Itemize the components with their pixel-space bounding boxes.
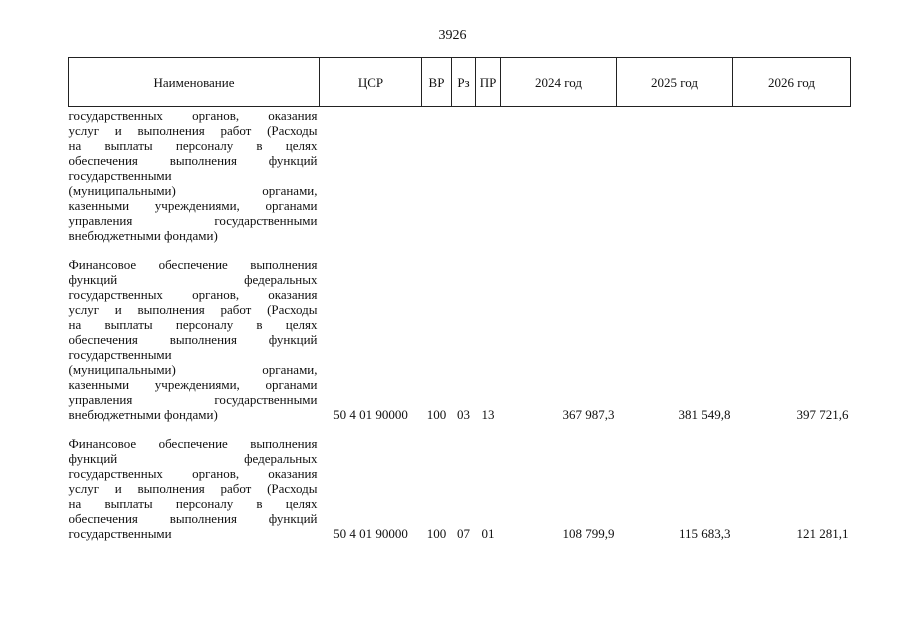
row-name-line: внебюджетными фондами) — [68, 407, 218, 422]
row-name-line: на выплаты персоналу в целях — [68, 138, 318, 153]
row-2026: 121 281,1 — [796, 526, 849, 541]
row-vr — [422, 107, 452, 244]
table-header-row — [69, 58, 851, 107]
row-name-line: услуг и выполнения работ (Расходы — [68, 302, 318, 317]
row-spacer-cell — [69, 422, 851, 436]
row-2025: 381 549,8 — [678, 407, 731, 422]
row-name-line: на выплаты персоналу в целях — [68, 496, 318, 511]
table-row — [69, 257, 851, 422]
row-name-line: обеспечения выполнения функций — [68, 332, 318, 347]
row-name-line: государственных органов, оказания — [68, 287, 318, 302]
row-vr: 100 — [426, 407, 447, 422]
row-spacer-cell — [69, 243, 851, 257]
row-name-line: казенными учреждениями, органами — [68, 198, 318, 213]
row-name-line: государственными — [68, 526, 172, 541]
row-name-line: на выплаты персоналу в целях — [68, 317, 318, 332]
row-name-line: услуг и выполнения работ (Расходы — [68, 123, 318, 138]
row-2025 — [617, 107, 733, 244]
row-vr: 100 — [426, 526, 447, 541]
row-pr: 01 — [481, 526, 495, 541]
row-name-line: услуг и выполнения работ (Расходы — [68, 481, 318, 496]
row-name-line: обеспечения выполнения функций — [68, 153, 318, 168]
row-2025: 115 683,3 — [678, 526, 731, 541]
header-2024: 2024 год — [501, 58, 617, 107]
row-2024: 108 799,9 — [562, 526, 615, 541]
row-name-line: государственными — [68, 168, 172, 183]
header-2025: 2025 год — [617, 58, 733, 107]
header-vr: ВР — [422, 58, 452, 107]
row-name-line: государственных органов, оказания — [68, 108, 318, 123]
row-name-line: государственными — [68, 347, 172, 362]
row-name — [69, 257, 320, 422]
row-rz: 03 — [457, 407, 470, 422]
header-name: Наименование — [69, 58, 320, 107]
row-csr: 50 4 01 90000 — [333, 407, 408, 422]
row-name-line: (муниципальными) органами, — [68, 183, 318, 198]
row-csr — [320, 107, 422, 244]
row-pr: 13 — [481, 407, 495, 422]
header-pr: ПР — [476, 58, 501, 107]
row-name-line: управления государственными — [68, 392, 318, 407]
row-rz — [452, 107, 476, 244]
row-pr — [476, 107, 501, 244]
row-name-line: Финансовое обеспечение выполнения — [68, 257, 318, 272]
table-body — [69, 107, 851, 542]
table-row — [69, 107, 851, 244]
row-name-line: обеспечения выполнения функций — [68, 511, 318, 526]
row-name-line: государственных органов, оказания — [68, 466, 318, 481]
budget-table — [68, 57, 851, 541]
row-name-line: управления государственными — [68, 213, 318, 228]
row-2026: 397 721,6 — [796, 407, 849, 422]
row-name-line: казенными учреждениями, органами — [68, 377, 318, 392]
row-name — [69, 107, 320, 244]
header-rz: Рз — [452, 58, 476, 107]
row-2024: 367 987,3 — [562, 407, 615, 422]
row-rz: 07 — [457, 526, 470, 541]
row-name — [69, 436, 320, 541]
table-row — [69, 436, 851, 541]
row-name-line: внебюджетными фондами) — [68, 228, 218, 243]
row-2024 — [501, 107, 617, 244]
row-name-line: Финансовое обеспечение выполнения — [68, 436, 318, 451]
row-csr: 50 4 01 90000 — [333, 526, 408, 541]
row-spacer — [69, 422, 851, 436]
row-2026 — [733, 107, 851, 244]
header-csr: ЦСР — [320, 58, 422, 107]
page-number: 3926 — [438, 28, 467, 43]
row-name-line: (муниципальными) органами, — [68, 362, 318, 377]
row-spacer — [69, 243, 851, 257]
row-name-line: функций федеральных — [68, 451, 318, 466]
row-name-line: функций федеральных — [68, 272, 318, 287]
header-2026: 2026 год — [733, 58, 851, 107]
